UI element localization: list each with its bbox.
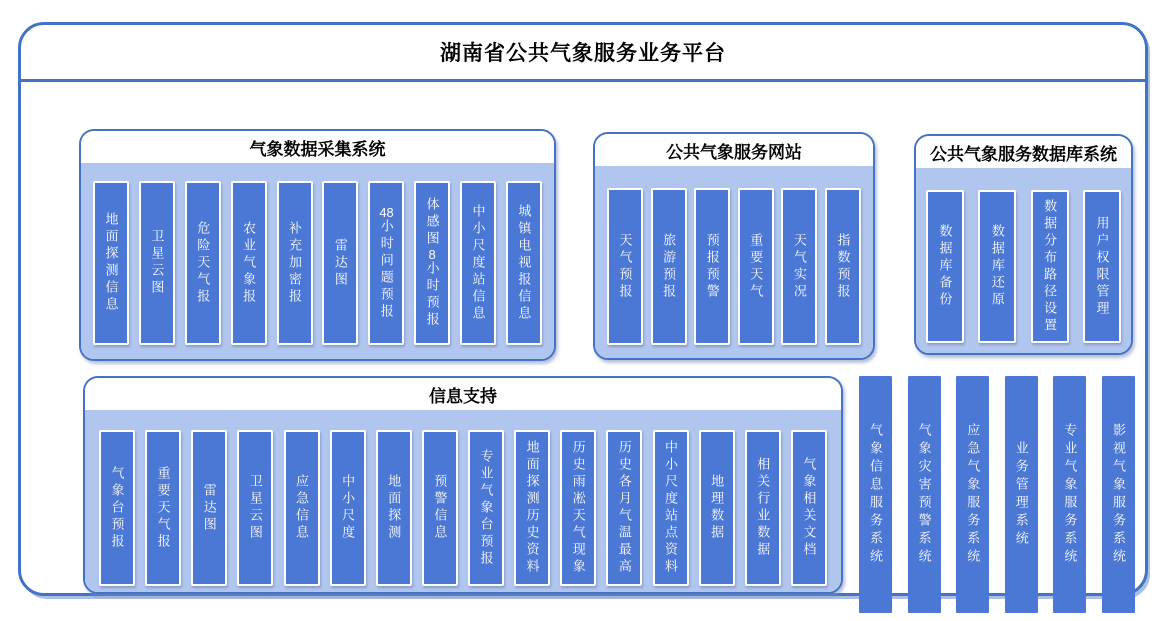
panel-title: 公共气象服务数据库系统 (916, 136, 1131, 168)
bar-label: 数据库还原 (989, 224, 1005, 309)
bar-label: 城镇电视报信息 (516, 203, 532, 323)
website-bar (651, 188, 687, 345)
system-bar (956, 376, 989, 613)
bar-label: 预报预警 (704, 232, 720, 301)
collection-bar (139, 181, 175, 345)
support-bar (191, 430, 227, 586)
panel-data-collection-system (79, 129, 556, 361)
website-bar (607, 188, 643, 345)
panel-body (81, 163, 554, 359)
platform-container (18, 22, 1148, 596)
collection-bar (185, 181, 221, 345)
panel-body (595, 166, 873, 358)
database-bar (978, 190, 1016, 343)
bar-label: 指数预报 (835, 232, 851, 301)
collection-bar (322, 181, 358, 345)
bar-label: 地面探测历史资料 (524, 440, 540, 576)
support-bar (145, 430, 181, 586)
panel-database-system (914, 134, 1133, 355)
panel-title: 气象数据采集系统 (81, 131, 554, 163)
website-bar (694, 188, 730, 345)
support-bar (653, 430, 689, 586)
support-bar (422, 430, 458, 586)
title-band (21, 25, 1145, 82)
support-bar (237, 430, 273, 586)
bar-label: 应急气象服务系统 (965, 422, 981, 567)
bar-label: 中小尺度站点资料 (663, 440, 678, 576)
bar-label: 地面探测信息 (103, 212, 119, 314)
bar-label: 气象信息服务系统 (868, 422, 883, 567)
support-bar (606, 430, 642, 586)
bar-label: 卫星云图 (247, 474, 263, 542)
bar-label: 业务管理系统 (1013, 440, 1029, 549)
database-bar (926, 190, 964, 343)
bar-label: 重要天气报 (155, 465, 171, 551)
database-bar (1031, 190, 1069, 343)
collection-bar (93, 181, 129, 345)
support-bar (791, 430, 827, 586)
bar-label: 历史各月气温最高 (616, 440, 632, 576)
website-bar (825, 188, 861, 345)
bar-label: 预警信息 (432, 474, 448, 542)
system-bar (859, 376, 892, 613)
panel-body (85, 410, 841, 592)
bar-label: 补充加密报 (287, 220, 302, 306)
bar-label: 气象台预报 (109, 465, 125, 551)
bar-label: 中小尺度 (340, 474, 356, 542)
support-bar (284, 430, 320, 586)
bar-label: 体感图8小时预报 (424, 197, 440, 329)
support-bar (699, 430, 735, 586)
bar-label: 数据库备份 (937, 224, 953, 309)
bar-label: 应急信息 (294, 474, 309, 542)
bar-label: 天气预报 (617, 232, 633, 301)
bar-label: 气象灾害预警系统 (916, 422, 932, 567)
collection-bar (506, 181, 542, 345)
system-bar (1053, 376, 1086, 613)
bar-label: 影视气象服务系统 (1110, 422, 1126, 567)
bar-label: 48小时问题预报 (378, 205, 394, 321)
support-bar (560, 430, 596, 586)
bar-label: 气象相关文档 (801, 457, 817, 559)
diagram-title: 湖南省公共气象服务业务平台 (440, 42, 726, 65)
support-bar (468, 430, 504, 586)
collection-bar (414, 181, 450, 345)
bar-label: 专业气象服务系统 (1062, 422, 1078, 567)
support-bar (376, 430, 412, 586)
bar-label: 卫星云图 (149, 229, 165, 297)
support-bar (330, 430, 366, 586)
collection-bar (231, 181, 267, 345)
support-bar (99, 430, 135, 586)
bar-label: 地面探测 (386, 474, 402, 542)
bar-label: 中小尺度站信息 (470, 203, 486, 323)
bar-label: 雷达图 (332, 237, 348, 289)
database-bar (1083, 190, 1121, 343)
collection-bar (460, 181, 496, 345)
support-bar (745, 430, 781, 586)
collection-bar (368, 181, 404, 345)
website-bar (738, 188, 774, 345)
website-bar (781, 188, 817, 345)
panel-title: 公共气象服务网站 (595, 134, 873, 166)
bar-label: 旅游预报 (661, 232, 677, 301)
bar-label: 重要天气 (748, 232, 764, 301)
system-bars-column (859, 376, 1135, 613)
system-bar (908, 376, 941, 613)
collection-bar (277, 181, 313, 345)
system-bar (1102, 376, 1135, 613)
bar-label: 农业气象报 (241, 220, 257, 306)
support-bar (514, 430, 550, 586)
panel-public-weather-website (593, 132, 875, 360)
system-bar (1005, 376, 1038, 613)
bar-label: 天气实况 (791, 232, 807, 301)
panel-body (916, 168, 1131, 353)
bar-label: 历史雨凇天气现象 (570, 440, 586, 576)
bar-label: 相关行业数据 (755, 457, 771, 559)
bar-label: 地理数据 (709, 474, 725, 542)
bar-label: 雷达图 (201, 482, 217, 534)
panel-title: 信息支持 (85, 378, 841, 410)
bar-label: 数据分布路径设置 (1042, 198, 1058, 335)
bar-label: 用户权限管理 (1094, 215, 1110, 318)
bar-label: 专业气象台预报 (478, 448, 494, 568)
bar-label: 危险天气报 (195, 220, 211, 306)
panel-information-support (83, 376, 843, 594)
